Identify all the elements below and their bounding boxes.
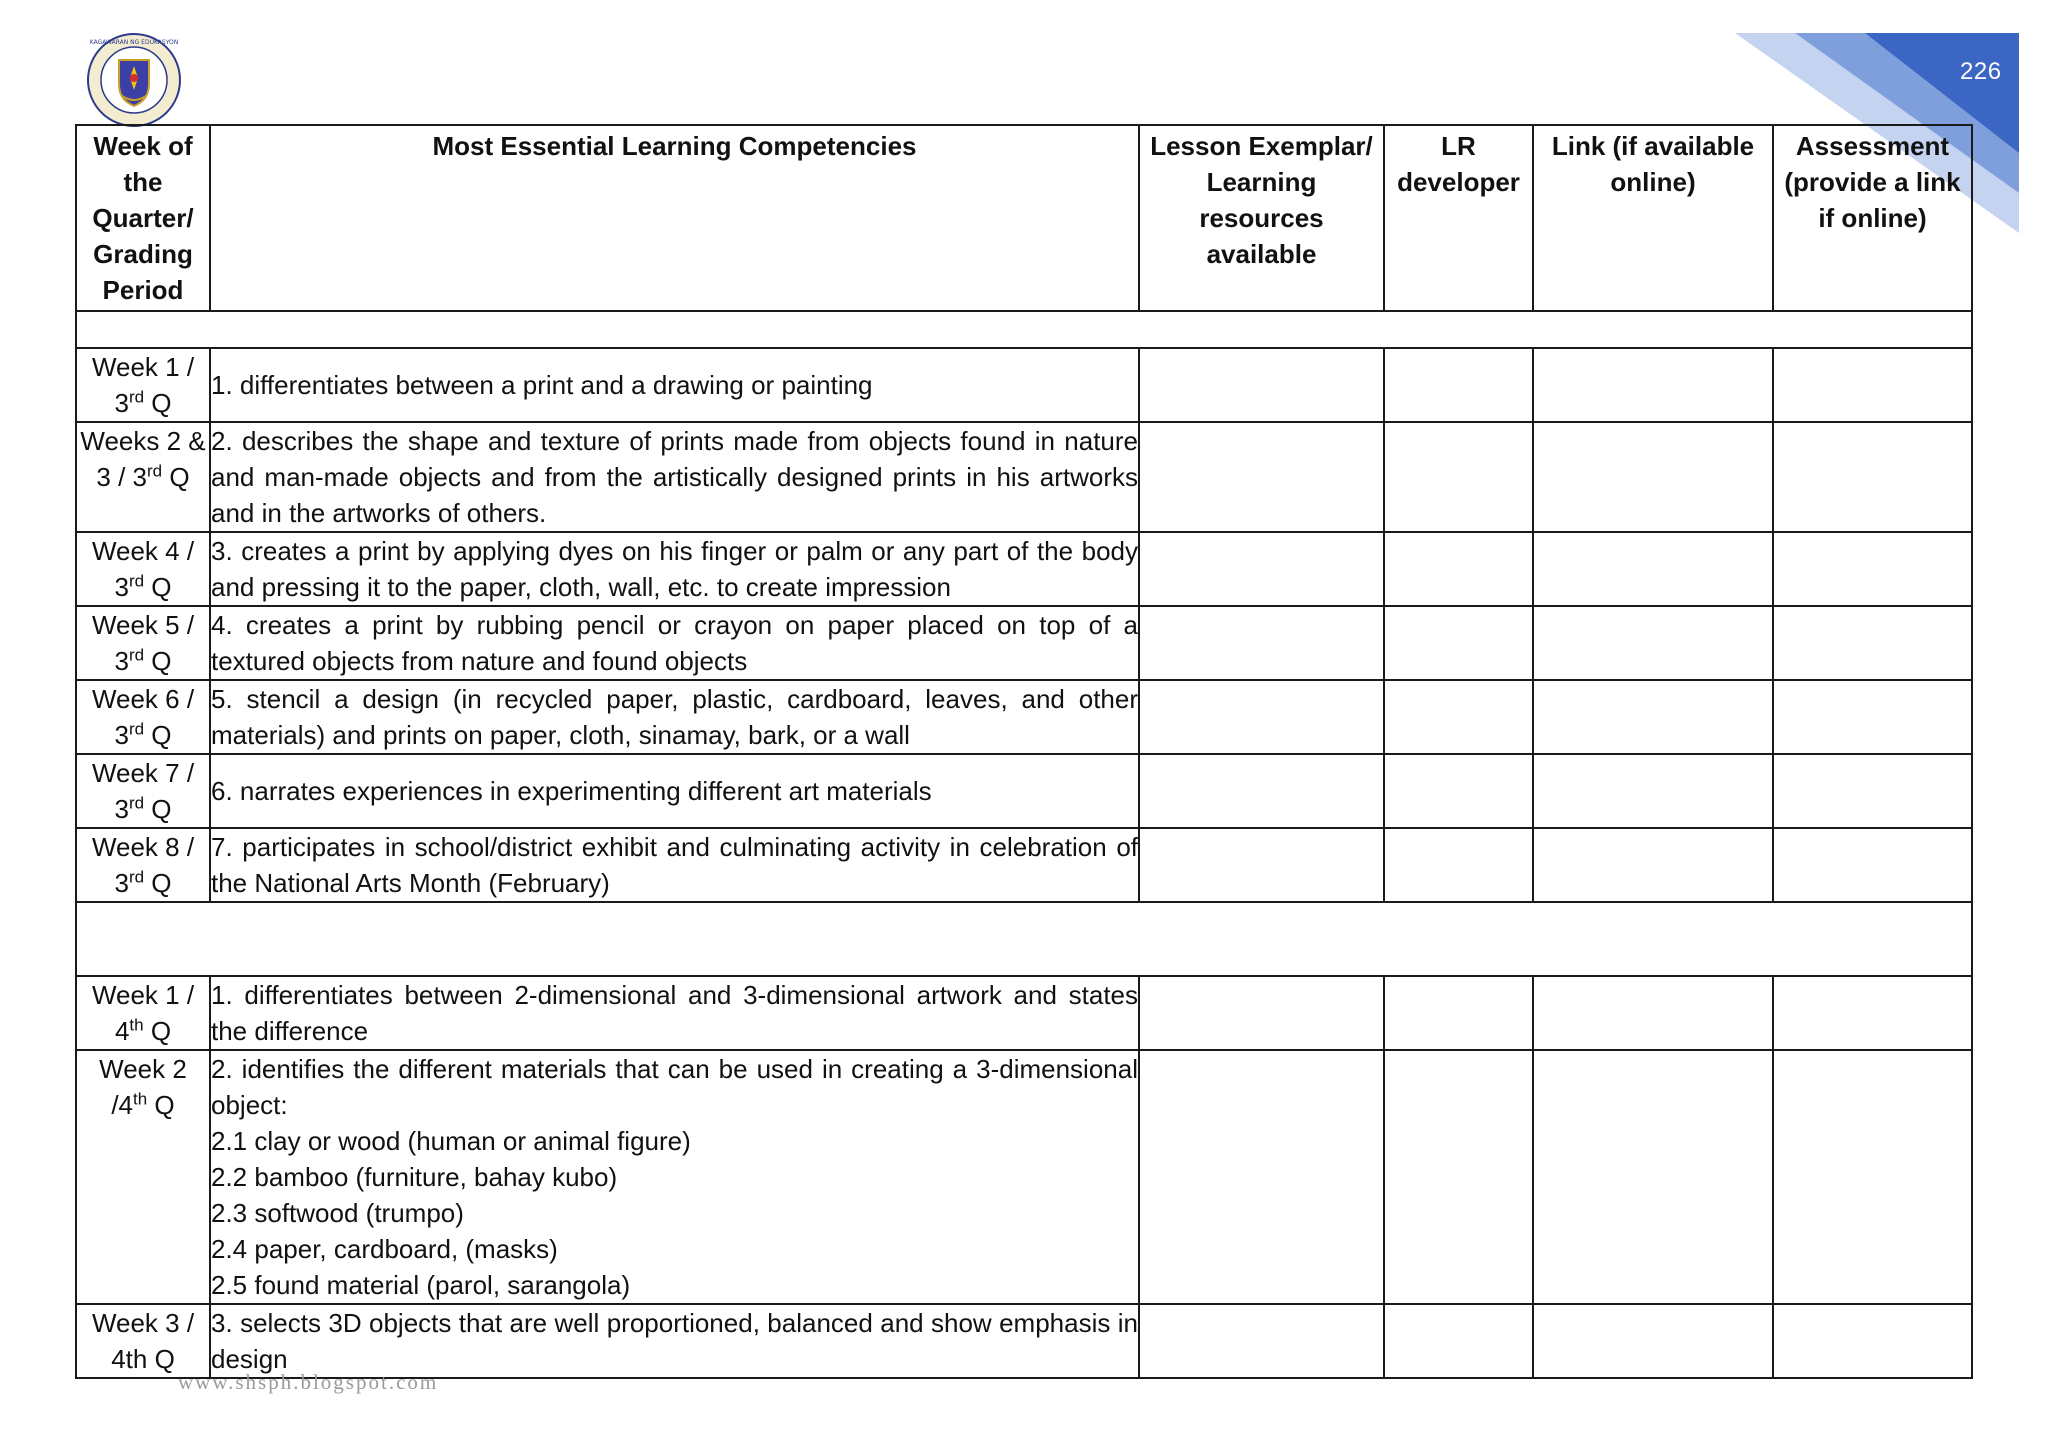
table-row <box>76 976 1972 1050</box>
q3-spacer-row <box>76 311 1972 348</box>
competency-cell: 1. differentiates between a print and a drawing or painting <box>210 348 1139 422</box>
competency-cell: 2. describes the shape and texture of prints made from objects found in nature and man-made objects and from the artistically designed prints in his artworks and in the artworks of others. <box>210 422 1139 532</box>
competency-cell: 6. narrates experiences in experimenting different art materials <box>210 754 1139 828</box>
q4-spacer-row <box>76 902 1972 976</box>
competency-cell: 4. creates a print by rubbing pencil or crayon on paper placed on top of a textured objects from nature and found objects <box>210 606 1139 680</box>
competency-cell: 1. differentiates between 2-dimensional and 3-dimensional artwork and states the difference <box>210 976 1139 1050</box>
header-lesson: Lesson Exemplar/ Learning resources available <box>1139 125 1384 311</box>
week-cell: Week 6 / 3rd Q <box>76 680 210 754</box>
table-row <box>76 680 1972 754</box>
table-row <box>76 828 1972 902</box>
competency-text: 2. identifies the different materials that can be used in creating a 3-dimensional object: <box>211 1054 1138 1120</box>
header-week: Week of the Quarter/ Grading Period <box>76 125 210 311</box>
sub-item: 2.1 clay or wood (human or animal figure) <box>211 1126 691 1156</box>
table-row <box>76 1050 1972 1304</box>
week-cell: Week 3 / 4th Q <box>76 1304 210 1378</box>
week-cell: Week 1 / 3rd Q <box>76 348 210 422</box>
table-row <box>76 532 1972 606</box>
table-row <box>76 754 1972 828</box>
page-number: 226 <box>1960 58 2002 85</box>
week-cell: Week 1 / 4th Q <box>76 976 210 1050</box>
header-developer: LR developer <box>1384 125 1533 311</box>
table-row <box>76 422 1972 532</box>
header-competencies: Most Essential Learning Competencies <box>210 125 1139 311</box>
sub-item: 2.4 paper, cardboard, (masks) <box>211 1234 558 1264</box>
competency-cell: 3. creates a print by applying dyes on his finger or palm or any part of the body and pressing it to the paper, cloth, wall, etc. to create impression <box>210 532 1139 606</box>
mel-table <box>75 124 1973 1379</box>
competency-cell: 3. selects 3D objects that are well proportioned, balanced and show emphasis in design <box>210 1304 1139 1378</box>
sub-item: 2.5 found material (parol, sarangola) <box>211 1270 631 1300</box>
competency-cell: 7. participates in school/district exhibit and culminating activity in celebration of the National Arts Month (February) <box>210 828 1139 902</box>
table-row <box>76 348 1972 422</box>
sub-item: 2.3 softwood (trumpo) <box>211 1198 464 1228</box>
sub-item: 2.2 bamboo (furniture, bahay kubo) <box>211 1162 618 1192</box>
week-cell: Week 2 /4th Q <box>76 1050 210 1304</box>
deped-seal-logo <box>86 32 182 128</box>
table-header-row <box>76 125 1972 311</box>
table-row <box>76 606 1972 680</box>
header-assessment: Assessment (provide a link if online) <box>1773 125 1972 311</box>
week-cell: Week 7 / 3rd Q <box>76 754 210 828</box>
watermark: www.shsph.blogspot.com <box>178 1370 439 1394</box>
week-cell: Week 4 / 3rd Q <box>76 532 210 606</box>
svg-text:KAGAWARAN NG EDUKASYON: KAGAWARAN NG EDUKASYON <box>89 39 179 46</box>
week-cell: Weeks 2 & 3 / 3rd Q <box>76 422 210 532</box>
header-link: Link (if available online) <box>1533 125 1773 311</box>
week-cell: Week 5 / 3rd Q <box>76 606 210 680</box>
table-row <box>76 1304 1972 1378</box>
competency-cell: 5. stencil a design (in recycled paper, plastic, cardboard, leaves, and other materials) and prints on paper, cloth, sinamay, bark, or a wall <box>210 680 1139 754</box>
week-cell: Week 8 / 3rd Q <box>76 828 210 902</box>
competency-cell <box>210 1050 1139 1304</box>
